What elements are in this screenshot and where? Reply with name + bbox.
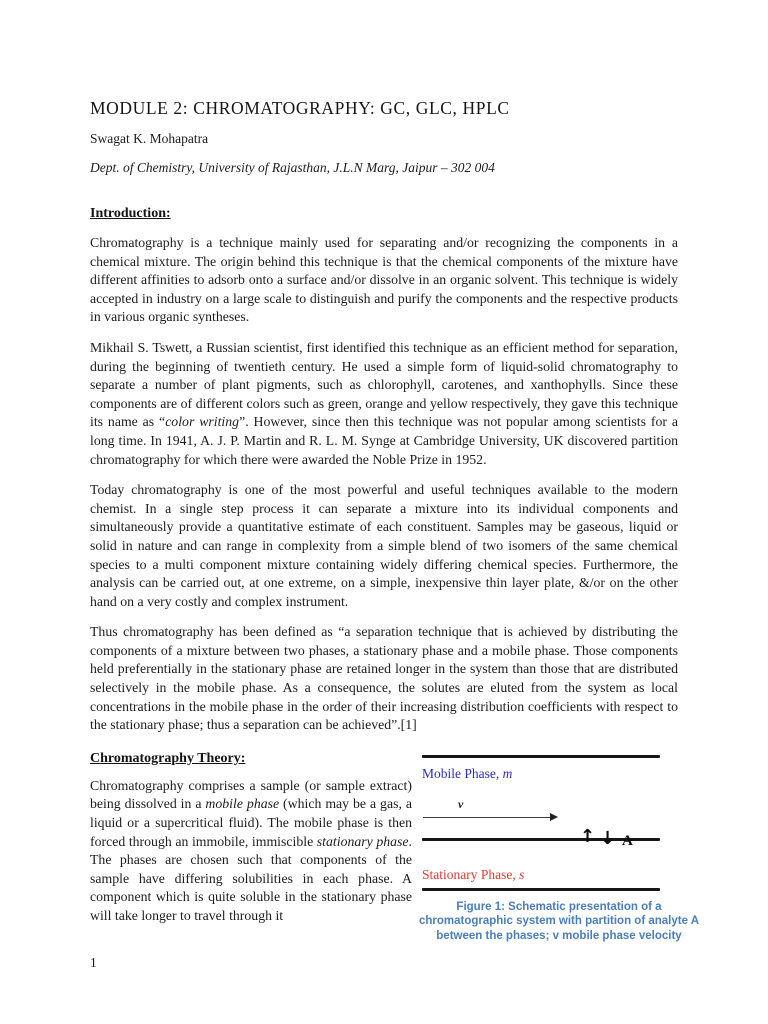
text-segment: Stationary Phase,: [422, 866, 520, 882]
figure-1-diagram: [422, 749, 698, 895]
author-affiliation: Dept. of Chemistry, University of Rajasthan, J.L.N Marg, Jaipur – 302 004: [90, 160, 495, 175]
intro-paragraph-2: [90, 339, 678, 469]
figure-column: [418, 749, 700, 944]
figure-bottom-line: [422, 888, 660, 891]
text-segment: . The phases are chosen such that components of the sample have differing solubilities in each phase. A component which is quite soluble in the stationary phase will take longer to travel through it: [90, 833, 412, 923]
stationary-phase-label: [422, 867, 524, 883]
up-arrow-icon: ↑: [580, 825, 596, 847]
text-segment-italic: stationary phase: [316, 833, 409, 849]
velocity-label: v: [458, 796, 464, 811]
theory-heading: Chromatography Theory:: [90, 750, 246, 766]
theory-paragraph: [90, 777, 412, 926]
document-title: MODULE 2: CHROMATOGRAPHY: GC, GLC, HPLC: [90, 98, 510, 118]
text-segment: Chromatography comprises a sample (or sample extract) being dissolved in a: [90, 777, 412, 812]
text-segment: ”. However, since then this technique was not popular among scientists for a long time. In 1941, A. J. P. Martin and R. L. M. Synge at Cambridge University, UK discovered partition chromatography for which there were awarded the Noble Prize in 1952.: [90, 414, 678, 467]
intro-paragraph-4: Thus chromatography has been defined as “a separation technique that is achieved by distributing the components of a mixture between two phases, a stationary phase and a mobile phase. Those components held preferentially in the stationary phase are retained longer in the system than those that are distributed selectively in the mobile phase. As a consequence, the solutes are eluted from the system as local concentrations in the mobile phase in the order of their increasing distribution coefficients with respect to the stationary phase; thus a separation can be achieved”.[1]: [90, 624, 678, 733]
text-segment: (which may be a gas, a liquid or a supercritical fluid). The mobile phase is then forced through an immobile, immiscible: [90, 796, 412, 849]
author-name: Swagat K. Mohapatra: [90, 131, 209, 146]
intro-paragraph-3: Today chromatography is one of the most powerful and useful techniques available to the modern chemist. In a single step process it can separate a mixture into its individual components and simultaneously provide a quantitative estimate of each constituent. Samples may be gaseous, liquid or solid in nature and can range in complexity from a simple blend of two isomers of the same chemical species to a multi component mixture containing widely differing chemical species. Furthermore, the analysis can be carried out, at one extreme, on a simple, inexpensive thin layer plate, &/or on the other hand on a very costly and complex instrument.: [90, 482, 678, 609]
figure-top-line: [422, 755, 660, 758]
page-number: 1: [90, 955, 97, 971]
mobile-phase-label: [422, 766, 512, 782]
theory-text-column: [90, 749, 412, 944]
intro-paragraph-1: Chromatography is a technique mainly used for separating and/or recognizing the components in a chemical mixture. The origin behind this technique is that the chemical components of the mixture have different affinities to adsorb onto a surface and/or dissolve in an organic solvent. This technique is widely accepted in industry on a large scale to distinguish and purify the components and the respective products in various organic syntheses.: [90, 235, 678, 325]
arrow-head: [550, 813, 558, 821]
text-segment: Mobile Phase,: [422, 765, 503, 781]
arrow-shaft: [423, 817, 550, 818]
analyte-label: A: [622, 832, 633, 849]
figure-caption: Figure 1: Schematic presentation of a chromatographic system with partition of analyte A between the phases; v mobile phase velocity: [418, 900, 700, 942]
velocity-arrow-icon: [423, 813, 558, 822]
down-arrow-icon: ↓: [600, 827, 616, 849]
text-segment-italic: color writing: [165, 414, 240, 430]
two-column-section: [90, 749, 700, 944]
text-segment: Mikhail S. Tswett, a Russian scientist, first identified this technique as an efficient method for separation, during the beginning of twentieth century. He used a simple form of liquid-solid chromatography to separate a number of plant pigments, such as chlorophyll, carotenes, and xanthophylls. Since these components are of different colors such as green, orange and yellow respectively, they gave this technique its name as “: [90, 339, 678, 430]
stationary-phase-symbol: s: [519, 866, 525, 882]
text-segment-italic: mobile phase: [205, 796, 280, 812]
mobile-phase-symbol: m: [502, 765, 513, 781]
introduction-heading: Introduction:: [90, 206, 171, 221]
